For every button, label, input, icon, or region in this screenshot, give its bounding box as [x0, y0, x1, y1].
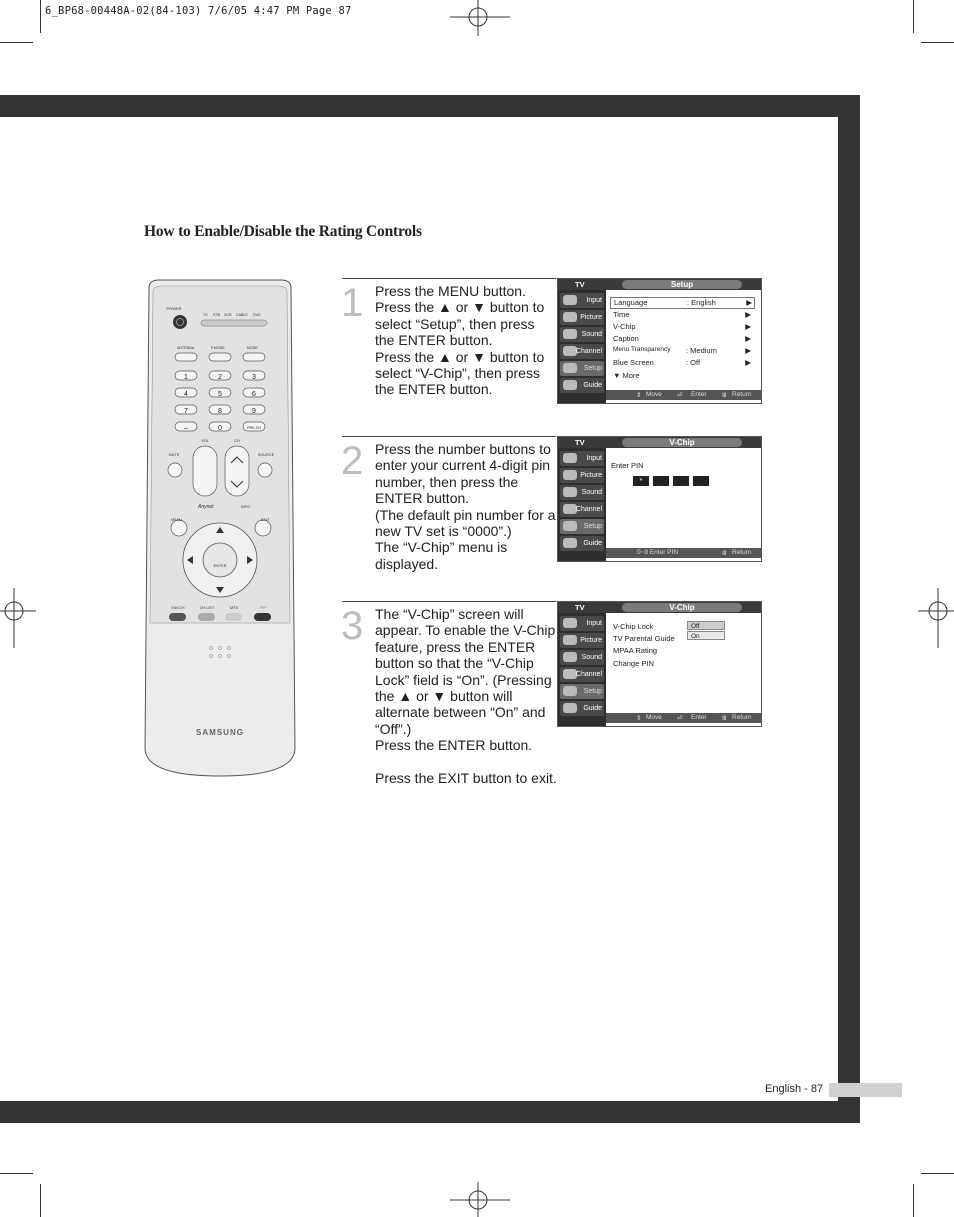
- remote-mts-label: MTS: [229, 606, 239, 610]
- osd-sidebar-setup: Setup: [560, 361, 604, 376]
- remote-key: 9: [252, 408, 256, 415]
- osd-tv-label: TV: [575, 280, 585, 289]
- remote-key: 2: [218, 374, 222, 381]
- crop-mark: [913, 1184, 914, 1217]
- osd-sidebar-sound: Sound: [560, 650, 604, 665]
- enter-icon: ⏎: [677, 715, 683, 722]
- page-frame-bottom: [0, 1101, 860, 1123]
- remote-mute-label: MUTE: [168, 453, 180, 457]
- pin-digit-box: *: [633, 476, 649, 486]
- crop-mark: [913, 0, 914, 33]
- remote-brand-logo: SAMSUNG: [196, 728, 244, 737]
- remote-chlist-label: CH LIST: [199, 606, 215, 610]
- remote-control-illustration: [143, 278, 297, 778]
- osd-row-vchip: V-Chip ▶: [613, 322, 751, 331]
- step-1-instructions: [375, 283, 557, 398]
- step-text: Press the MENU button.: [375, 283, 526, 299]
- registration-mark-bottom: [450, 1182, 510, 1217]
- move-icon: ⇕: [636, 715, 642, 722]
- page-frame-top: [0, 95, 860, 117]
- osd-row-change-pin: Change PIN: [613, 659, 654, 668]
- step-2-instructions: [375, 441, 557, 572]
- osd-row-vchip-lock: V-Chip Lock: [613, 622, 654, 631]
- osd-row-language: Language : English ▶: [610, 297, 755, 309]
- remote-source-label: SOURCE: [257, 453, 275, 457]
- remote-mode-stb: STB: [213, 313, 220, 317]
- remote-key: 3: [252, 374, 256, 381]
- guide-icon: [563, 538, 577, 548]
- remote-ch-label: CH: [234, 439, 240, 443]
- crop-mark: [40, 0, 41, 33]
- osd-row-time: Time ▶: [613, 310, 751, 319]
- page-number-bar: [829, 1083, 902, 1097]
- osd-title: V-Chip: [622, 603, 742, 612]
- input-icon: [563, 295, 577, 305]
- step-text: (The default pin number for a new TV set is “0000”.): [375, 506, 556, 540]
- remote-info-label: INFO: [241, 505, 251, 509]
- sound-icon: [563, 652, 577, 662]
- remote-key: –: [184, 425, 188, 432]
- sound-icon: [563, 487, 577, 497]
- exit-button: [255, 520, 271, 536]
- step-text: Press the EXIT button to exit.: [375, 770, 557, 787]
- remote-mode-tv: TV: [203, 313, 208, 317]
- osd-sidebar-channel: Channel: [560, 344, 604, 359]
- remote-key: 5: [218, 391, 222, 398]
- remote-mode-cable: CABLE: [236, 313, 248, 317]
- channel-rocker: [225, 446, 249, 496]
- source-button: [258, 463, 272, 477]
- setup-icon: [563, 686, 577, 696]
- step-number: 2: [341, 439, 364, 483]
- crop-mark: [921, 42, 954, 43]
- return-icon: Ⅲ: [722, 550, 727, 557]
- remote-menu-label: MENU: [171, 518, 183, 522]
- section-title: How to Enable/Disable the Rating Controls: [144, 223, 422, 240]
- pin-digit-box: [673, 476, 689, 486]
- osd-row-more: ▼ More: [613, 371, 640, 380]
- registration-mark-top: [450, 0, 510, 36]
- registration-mark-left: [0, 588, 36, 648]
- channel-icon: [563, 504, 577, 514]
- step-text: [375, 754, 557, 770]
- step-text: The “V-Chip” screen will appear. To enable the V-Chip feature, press the ENTER button so that the “V-Chip Lock” field is “On”. (Pressing the ▲ or ▼ button will alternate between “On” and “Off”.): [375, 606, 556, 737]
- osd-pin-prompt: Enter PIN: [611, 461, 644, 470]
- remote-pip-label: PIP: [259, 606, 267, 610]
- step-3-instructions: [375, 606, 557, 786]
- osd-sidebar-input: Input: [560, 293, 604, 308]
- remote-key: 0: [218, 425, 222, 432]
- osd-row-mpaa-rating: MPAA Rating: [613, 646, 658, 655]
- setup-icon: [563, 521, 577, 531]
- step-number: 3: [341, 604, 364, 648]
- osd-setup-menu: [557, 278, 762, 404]
- osd-footer: 0~9 Enter PIN Ⅲ Return: [606, 548, 761, 558]
- osd-sidebar-setup: Setup: [560, 519, 604, 534]
- step-divider: [342, 278, 556, 279]
- osd-sidebar-input: Input: [560, 616, 604, 631]
- osd-title: Setup: [622, 280, 742, 289]
- step-text: Press the number buttons to enter your current 4-digit pin number, then press the ENTER button.: [375, 441, 551, 507]
- osd-sidebar-guide: Guide: [560, 378, 604, 393]
- channel-icon: [563, 669, 577, 679]
- osd-sidebar: [558, 613, 606, 726]
- step-divider: [342, 436, 556, 437]
- crop-mark: [40, 1184, 41, 1217]
- mute-button: [168, 463, 182, 477]
- remote-key: 1: [184, 374, 188, 381]
- picture-icon: [563, 635, 577, 645]
- input-icon: [563, 618, 577, 628]
- guide-icon: [563, 703, 577, 713]
- remote-anynet-logo: Anynet: [198, 504, 214, 510]
- remote-key: 4: [184, 391, 188, 398]
- page-number: English - 87: [765, 1083, 824, 1095]
- osd-row-tv-parental-guide: TV Parental Guide: [613, 634, 675, 643]
- enter-button: [203, 543, 237, 577]
- osd-sidebar-sound: Sound: [560, 327, 604, 342]
- step-text: Press the ▲ or ▼ button to select “Setup”, then press the ENTER button.: [375, 299, 545, 349]
- osd-sidebar: [558, 290, 606, 403]
- remote-prech-label: PRE-CH: [247, 426, 261, 430]
- osd-sidebar-picture: Picture: [560, 468, 604, 483]
- remote-mode-vcr: VCR: [224, 313, 232, 317]
- osd-sidebar-picture: Picture: [560, 310, 604, 325]
- step-divider: [342, 601, 556, 602]
- osd-sidebar-guide: Guide: [560, 701, 604, 716]
- remote-key: 8: [218, 408, 222, 415]
- step-number: 1: [341, 281, 364, 325]
- osd-tv-label: TV: [575, 603, 585, 612]
- osd-vchip-pin: [557, 436, 762, 562]
- step-text: Press the ENTER button.: [375, 737, 533, 754]
- remote-power-label: POWER: [166, 306, 182, 311]
- remote-mode-dvd: DVD: [253, 313, 261, 317]
- crop-mark: [0, 1173, 33, 1174]
- power-button: [173, 315, 187, 329]
- osd-sidebar: [558, 448, 606, 561]
- osd-sidebar-channel: Channel: [560, 502, 604, 517]
- remote-vol-label: VOL: [201, 439, 209, 443]
- remote-exit-label: EXIT: [261, 518, 270, 522]
- pin-digit-box: [693, 476, 709, 486]
- osd-row-caption: Caption ▶: [613, 334, 751, 343]
- osd-row-menu-transparency: Menu Transparency : Medium ▶: [613, 346, 751, 355]
- remote-enter-label: ENTER: [213, 564, 227, 568]
- enter-icon: ⏎: [677, 392, 683, 399]
- osd-sidebar-sound: Sound: [560, 485, 604, 500]
- return-icon: Ⅲ: [722, 392, 727, 399]
- crop-mark: [921, 1173, 954, 1174]
- step-text: The “V-Chip” menu is displayed.: [375, 539, 508, 572]
- remote-antenna-label: ANTENNA: [177, 346, 195, 350]
- osd-sidebar-channel: Channel: [560, 667, 604, 682]
- return-icon: Ⅲ: [722, 715, 727, 722]
- remote-key: 6: [252, 391, 256, 398]
- move-icon: ⇕: [636, 392, 642, 399]
- osd-row-blue-screen: Blue Screen : Off ▶: [613, 358, 751, 367]
- remote-favch-label: FAV.CH: [171, 606, 185, 610]
- option-off: Off: [687, 621, 725, 630]
- crop-mark: [0, 42, 33, 43]
- osd-sidebar-setup: Setup: [560, 684, 604, 699]
- osd-title: V-Chip: [622, 438, 742, 447]
- option-on: On: [687, 631, 725, 640]
- picture-icon: [563, 312, 577, 322]
- osd-vchip-menu: [557, 601, 762, 727]
- remote-key: 7: [184, 408, 188, 415]
- print-slug: 6_BP68-00448A-02(84-103) 7/6/05 4:47 PM Page 87: [45, 5, 352, 17]
- osd-sidebar-picture: Picture: [560, 633, 604, 648]
- sound-icon: [563, 329, 577, 339]
- remote-mode-label: MODE: [247, 346, 258, 350]
- channel-icon: [563, 346, 577, 356]
- volume-rocker: [193, 446, 217, 496]
- osd-sidebar-input: Input: [560, 451, 604, 466]
- pin-digit-box: [653, 476, 669, 486]
- osd-tv-label: TV: [575, 438, 585, 447]
- step-text: Press the ▲ or ▼ button to select “V-Chip”, then press the ENTER button.: [375, 348, 545, 398]
- picture-icon: [563, 470, 577, 480]
- input-icon: [563, 453, 577, 463]
- osd-footer: ⇕ Move ⏎ Enter Ⅲ Return: [606, 713, 761, 723]
- menu-button: [171, 520, 187, 536]
- osd-footer: ⇕ Move ⏎ Enter Ⅲ Return: [606, 390, 761, 400]
- page-frame-right: [838, 95, 860, 1123]
- remote-pmode-label: P.MODE: [211, 346, 225, 350]
- setup-icon: [563, 363, 577, 373]
- registration-mark-right: [918, 588, 954, 648]
- guide-icon: [563, 380, 577, 390]
- osd-sidebar-guide: Guide: [560, 536, 604, 551]
